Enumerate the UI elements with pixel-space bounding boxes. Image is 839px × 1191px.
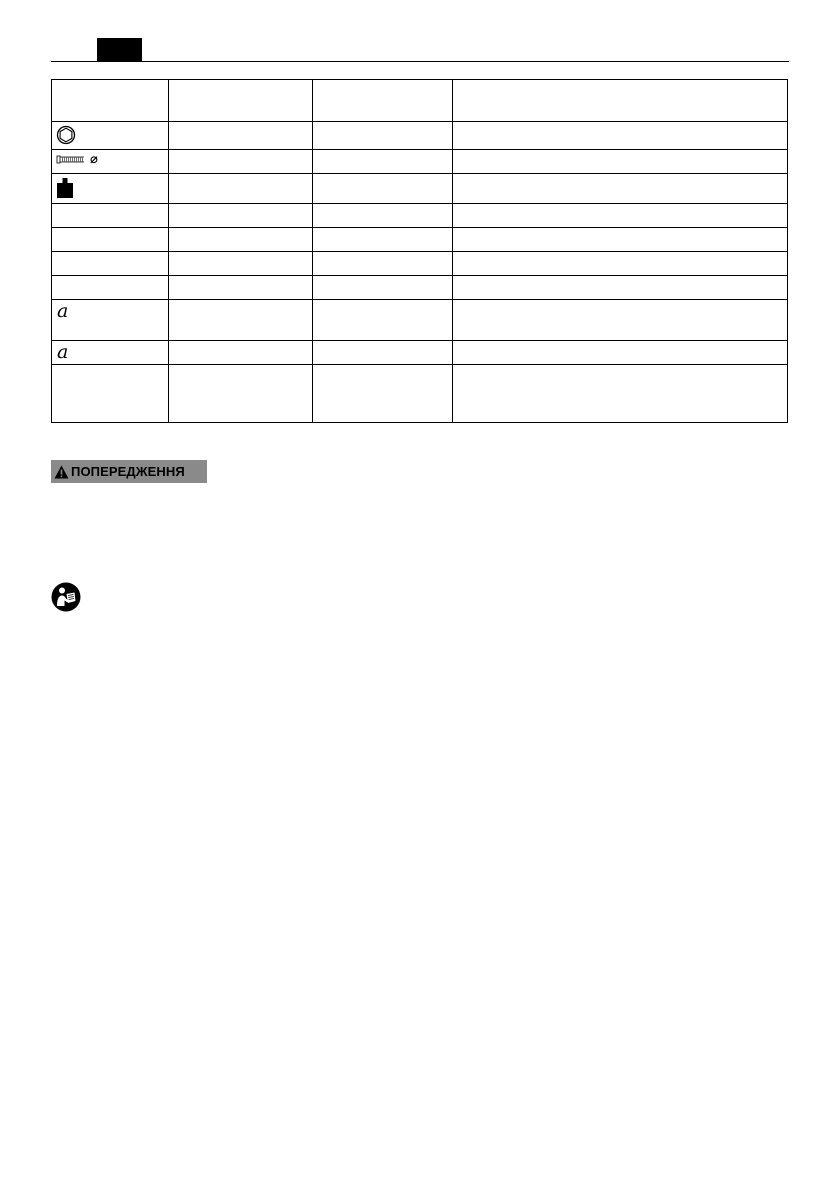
warning-badge: [51, 460, 207, 483]
table-cell: [313, 122, 453, 150]
header-rule: [51, 61, 789, 62]
table-cell: [169, 276, 313, 300]
bolt-diameter-icon: [56, 152, 86, 166]
table-cell: [453, 300, 788, 341]
table-cell: [453, 341, 788, 365]
table-cell: [169, 150, 313, 174]
table-cell: [313, 300, 453, 341]
table-cell: [313, 228, 453, 252]
weight-icon: [56, 177, 74, 199]
table-cell: [313, 80, 453, 122]
table-cell: [453, 122, 788, 150]
table-cell: [169, 174, 313, 204]
table-cell: [52, 300, 169, 341]
table-row: [52, 228, 788, 252]
warning-triangle-icon: [54, 465, 69, 479]
diameter-symbol: ⌀: [90, 151, 98, 166]
table-cell: [169, 228, 313, 252]
vibration-a-symbol: a: [57, 341, 69, 363]
table-cell: [453, 80, 788, 122]
table-row: [52, 122, 788, 150]
table-row: [52, 341, 788, 365]
table-cell: [52, 341, 169, 365]
table-cell: [313, 204, 453, 228]
table-cell: [313, 174, 453, 204]
table-cell: [169, 252, 313, 276]
table-cell: [313, 252, 453, 276]
table-cell: [52, 122, 169, 150]
table-cell: [52, 252, 169, 276]
table-header-row: [52, 80, 788, 122]
table-cell: [453, 276, 788, 300]
table-cell: [453, 174, 788, 204]
table-cell: [313, 365, 453, 423]
table-cell: [169, 122, 313, 150]
table-row: [52, 174, 788, 204]
table-cell: [453, 228, 788, 252]
table-cell: [52, 365, 169, 423]
table-row: [52, 150, 788, 174]
table-row: [52, 252, 788, 276]
table-row: [52, 300, 788, 341]
table-cell: [52, 276, 169, 300]
table-cell: [313, 276, 453, 300]
table-row: [52, 204, 788, 228]
table-cell: [453, 150, 788, 174]
table-cell: [313, 150, 453, 174]
table-cell: [453, 252, 788, 276]
table-cell: [169, 80, 313, 122]
table-cell: [453, 204, 788, 228]
table-cell: [169, 341, 313, 365]
table-cell: [169, 300, 313, 341]
socket-hex-icon: [56, 125, 76, 145]
table-cell: [453, 365, 788, 423]
read-manual-icon: [51, 582, 81, 612]
vibration-a-symbol: a: [57, 300, 69, 322]
warning-label: ПОПЕРЕДЖЕННЯ: [71, 464, 185, 479]
table-cell: [52, 228, 169, 252]
header-tab: [97, 38, 142, 62]
table-cell: [52, 150, 169, 174]
table-cell: [52, 174, 169, 204]
table-cell: [52, 204, 169, 228]
specification-table: [51, 79, 788, 423]
table-row: [52, 365, 788, 423]
table-row: [52, 276, 788, 300]
table-cell: [52, 80, 169, 122]
table-cell: [313, 341, 453, 365]
table-cell: [169, 365, 313, 423]
table-cell: [169, 204, 313, 228]
